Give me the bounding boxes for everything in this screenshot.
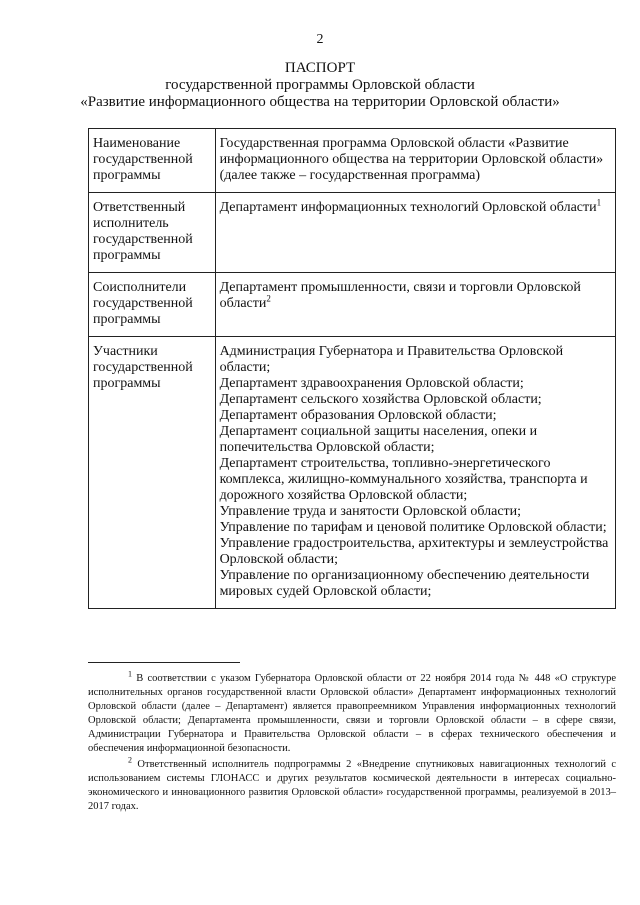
participant-item: Департамент здравоохранения Орловской области; bbox=[219, 376, 524, 391]
participant-item: Управление по организационному обеспечению деятельности мировых судей Орловской области; bbox=[219, 568, 590, 599]
row-label: Участники государственной программы bbox=[89, 337, 216, 609]
participant-item: Департамент сельского хозяйства Орловской области; bbox=[219, 392, 542, 407]
page-number: 2 bbox=[316, 32, 324, 47]
participant-item: Департамент образования Орловской области; bbox=[219, 408, 497, 423]
footnote-text: Ответственный исполнитель подпрограммы 2 «Внедрение спутниковых навигационных технологий с использованием системы ГЛОНАСС и других результатов космической деятельности в интересах социально-экономического и инновационного развития Орловской области» государственной программы, реализуемой в 2013–2017 годах. bbox=[88, 759, 616, 812]
table-row bbox=[89, 193, 616, 273]
table-row bbox=[89, 273, 616, 337]
footnote bbox=[88, 755, 616, 814]
participant-item: Департамент социальной защиты населения, опеки и попечительства Орловской области; bbox=[219, 424, 538, 455]
passport-table bbox=[88, 128, 616, 609]
title-heading: ПАСПОРТ bbox=[284, 60, 356, 76]
footnote-mark: 1 bbox=[128, 669, 132, 679]
row-value: Государственная программа Орловской области «Развитие информационного общества на территории Орловской области» (далее также – государственная программа) bbox=[215, 129, 615, 193]
footnote-divider bbox=[88, 662, 240, 663]
row-value-text: Департамент промышленности, связи и торговли Орловской области bbox=[219, 280, 581, 311]
row-value-text: Департамент информационных технологий Орловской области bbox=[219, 200, 597, 215]
participant-item: Управление по тарифам и ценовой политике Орловской области; bbox=[219, 520, 607, 535]
footnote-text: В соответствии с указом Губернатора Орловской области от 22 ноября 2014 года № 448 «О структуре исполнительных органов государственной власти Орловской области» Департамент информационных технологий Орловской области (далее – Департамент) является правопреемником Управления информационных технологий Орловской области; Департамента промышленности, связи и торговли Орловской области – в сфере связи, Администрации Губернатора и Правительства Орловской области – в сферах технического обеспечения и обеспечения информационной безопасности. bbox=[88, 673, 616, 754]
footnote-ref: 2 bbox=[266, 293, 271, 304]
participant-item: Управление труда и занятости Орловской области; bbox=[219, 504, 522, 519]
row-label: Соисполнители государственной программы bbox=[89, 273, 216, 337]
title-program-type: государственной программы Орловской области bbox=[165, 77, 475, 93]
footnote bbox=[88, 669, 616, 756]
footnotes bbox=[88, 669, 616, 816]
row-value bbox=[215, 273, 615, 337]
table-row bbox=[89, 129, 616, 193]
row-label: Наименование государственной программы bbox=[89, 129, 216, 193]
footnote-mark: 2 bbox=[128, 755, 132, 765]
participant-item: Управление градостроительства, архитектуры и землеустройства Орловской области; bbox=[219, 536, 609, 567]
participant-item: Департамент строительства, топливно-энергетического комплекса, жилищно-коммунального хозяйства, транспорта и дорожного хозяйства Орловской области; bbox=[219, 456, 588, 503]
row-label: Ответственный исполнитель государственной программы bbox=[89, 193, 216, 273]
footnote-ref: 1 bbox=[596, 197, 602, 208]
row-value bbox=[215, 193, 615, 273]
title-program-name: «Развитие информационного общества на территории Орловской области» bbox=[80, 94, 560, 110]
document-title bbox=[0, 60, 640, 111]
participant-item: Администрация Губернатора и Правительства Орловской области; bbox=[219, 344, 564, 375]
participants-list bbox=[215, 337, 615, 609]
table-row bbox=[89, 337, 616, 609]
